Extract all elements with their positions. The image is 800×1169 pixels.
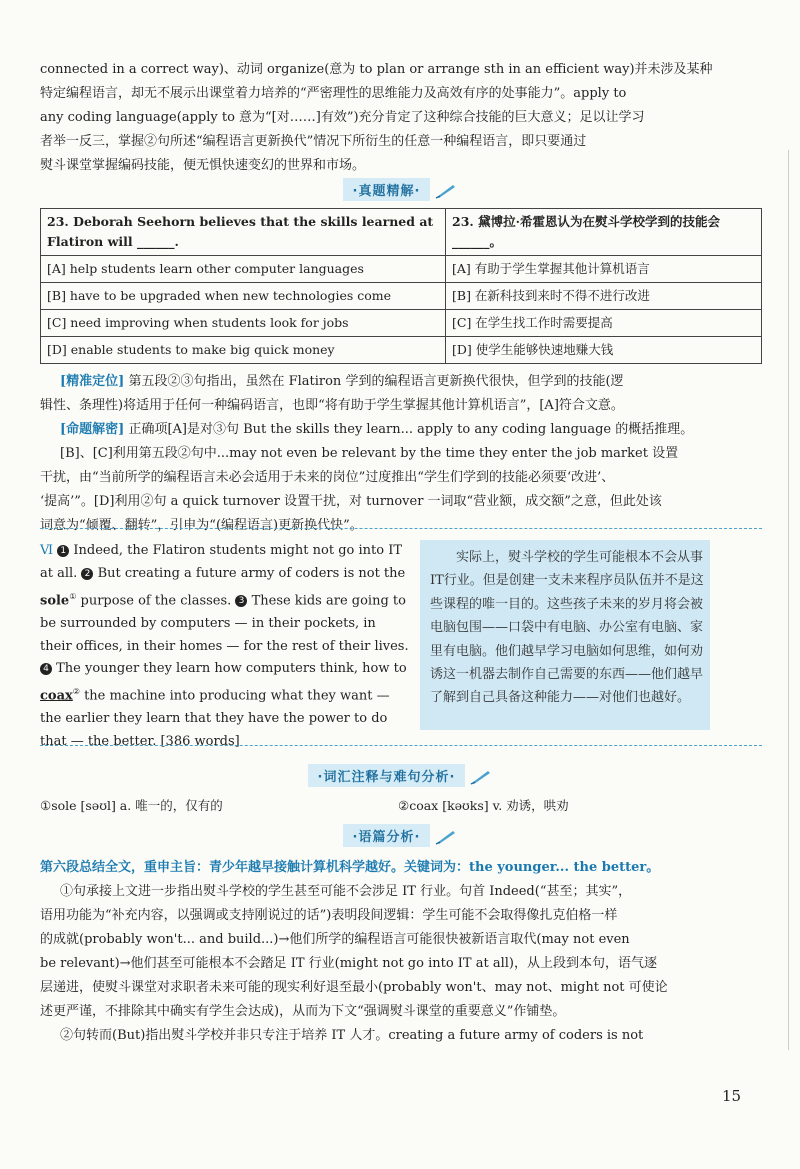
analysis-text: 第五段②③句指出，虽然在 Flatiron 学到的编程语言更新换代很快，但学到的技能(逻 [128, 374, 624, 389]
heading-text: ·语篇分析· [343, 824, 431, 847]
option-d-zh: [D] 使学生能够快速地赚大钱 [446, 337, 762, 364]
divider [40, 745, 762, 746]
sentence-4a: The younger they learn how computers think, how to [56, 661, 407, 677]
divider [40, 528, 762, 529]
discourse-line-1: ①句承接上文进一步指出熨斗学校的学生甚至可能不会涉足 IT 行业。句首 Indeed(“甚至；其实”， [60, 884, 632, 899]
sentence-3: These kids are going to be surrounded by computers — in their pockets, in their offices, in their homes — for the rest of their lives. [40, 592, 409, 654]
analysis-line-3 [60, 418, 762, 442]
label-precise-location: [精准定位] [60, 374, 125, 389]
option-c-zh: [C] 在学生找工作时需要提高 [446, 310, 762, 337]
intro-line-4: 者举一反三，掌握②句所述“编程语言更新换代”情况下所衍生的任意一种编程语言，即只要通过 [40, 134, 587, 149]
table-row [41, 310, 762, 337]
table-row [41, 209, 762, 256]
sentence-2a: But creating a future army of coders is not the [97, 565, 406, 581]
option-a-zh: [A] 有助于学生掌握其他计算机语言 [446, 256, 762, 283]
pen-icon [470, 769, 492, 785]
question-table [40, 208, 762, 364]
discourse-line-5: 层递进，使熨斗课堂对求职者未来可能的现实利好退至最小(probably won't、may not、might not 可使论 [40, 980, 668, 995]
analysis-line-1 [60, 370, 762, 394]
table-row [41, 283, 762, 310]
sentence-number: 4 [40, 663, 52, 675]
discourse-line-2: 语用功能为“补充内容，以强调或支持刚说过的话”)表明段间逻辑：学生可能不会取得像扎克伯格一样 [40, 908, 618, 923]
word-count: [386 words] [160, 734, 240, 750]
vocab-coax: ②coax [kəʊks] v. 劝诱，哄劝 [398, 798, 569, 813]
page-edge-line [788, 150, 789, 1050]
pen-icon [435, 829, 457, 845]
intro-line-1: connected in a correct way)、动词 organize(意为 to plan or arrange sth in an efficient way)并未涉及某种 [40, 62, 713, 77]
page-number: 15 [722, 1087, 742, 1105]
analysis-line-6: ‘提高’”。[D]利用②句 a quick turnover 设置干扰，对 turnover 一词取“营业额，成交额”之意，但此处该 [40, 494, 662, 509]
paragraph-six-translation [420, 540, 710, 730]
section-mark: Ⅵ [40, 543, 54, 558]
discourse-line-6: 述更严谨，不排除其中确实有学生会达成)，从而为下文“强调熨斗课堂的重要意义”作铺垫。 [40, 1004, 566, 1019]
sentence-number: 2 [81, 568, 93, 580]
discourse-line-7: ②句转而(But)指出熨斗学校并非只专注于培养 IT 人才。creating a future army of coders is not [60, 1028, 644, 1043]
heading-vocab [0, 764, 800, 787]
analysis-line-4: [B]、[C]利用第五段②句中...may not even be relevant by the time they enter the job market 设置 [60, 446, 679, 461]
sentence-1: Indeed, the Flatiron students might not go into IT at all. [40, 543, 403, 581]
discourse-summary: 第六段总结全文，重申主旨：青少年越早接触计算机科学越好。关键词为：the younger... the better。 [40, 860, 660, 875]
option-c-en: [C] need improving when students look for jobs [41, 310, 446, 337]
paragraph-six-english [40, 540, 410, 754]
word-coax: coax [40, 688, 73, 704]
heading-text: ·真题精解· [343, 178, 431, 201]
note-mark: ② [72, 687, 80, 697]
intro-line-5: 熨斗课堂掌握编码技能，便无惧快速变幻的世界和市场。 [40, 158, 366, 173]
note-mark: ① [69, 591, 77, 601]
table-row [41, 256, 762, 283]
translation-text: 实际上，熨斗学校的学生可能根本不会从事IT行业。但是创建一支未来程序员队伍并不是这些课程的唯一目的。这些孩子未来的岁月将会被电脑包围——口袋中有电脑、办公室有电脑、家里有电脑。他们越早学习电脑如何思维，如何劝诱这一机器去制作自己需要的东西——他们越早了解到自己具备这种能力——对他们也越好。 [430, 550, 704, 706]
sentence-4b: the machine into producing what they want — the earlier they learn that they have the power to do that — the better. [40, 688, 390, 750]
analysis-line-5: 干扰，由“当前所学的编程语言未必会适用于未来的岗位”过度推出“学生们学到的技能必须要‘改进’、 [40, 470, 615, 485]
intro-line-3: any coding language(apply to 意为“[对……]有效”)充分肯定了这种综合技能的巨大意义；足以让学习 [40, 110, 645, 125]
label-question-decode: [命题解密] [60, 422, 125, 437]
analysis-text: 正确项[A]是对③句 But the skills they learn... apply to any coding language 的概括推理。 [128, 422, 694, 437]
analysis-line-2: 辑性、条理性)将适用于任何一种编码语言，也即“将有助于学生掌握其他计算机语言”，[A]符合文意。 [40, 398, 624, 413]
vocab-sole: ①sole [səʊl] a. 唯一的，仅有的 [40, 798, 223, 813]
heading-text: ·词汇注释与难句分析· [308, 764, 466, 787]
table-row [41, 337, 762, 364]
analysis-line-7: 词意为“倾覆、翻转”，引申为“(编程语言)更新换代快”。 [40, 518, 363, 533]
option-d-en: [D] enable students to make big quick money [41, 337, 446, 364]
heading-exam-analysis [0, 178, 800, 201]
sentence-number: 3 [235, 595, 247, 607]
intro-line-2: 特定编程语言，却无不展示出课堂着力培养的“严密理性的思维能力及高效有序的处事能力”。apply to [40, 86, 627, 101]
discourse-line-4: be relevant)→他们甚至可能根本不会踏足 IT 行业(might not go into IT at all)，从上段到本句，语气逐 [40, 956, 657, 971]
option-b-en: [B] have to be upgraded when new technologies come [41, 283, 446, 310]
sentence-number: 1 [57, 545, 69, 557]
question-stem-zh: 23. 黛博拉·希霍恩认为在熨斗学校学到的技能会______。 [446, 209, 762, 256]
word-sole: sole [40, 592, 70, 608]
heading-discourse [0, 824, 800, 847]
discourse-line-3: 的成就(probably won't... and build...)→他们所学的编程语言可能很快被新语言取代(may not even [40, 932, 630, 947]
option-a-en: [A] help students learn other computer languages [41, 256, 446, 283]
pen-icon [435, 183, 457, 199]
question-stem-en: 23. Deborah Seehorn believes that the skills learned at Flatiron will ______. [41, 209, 446, 256]
sentence-2b: purpose of the classes. [80, 592, 232, 608]
option-b-zh: [B] 在新科技到来时不得不进行改进 [446, 283, 762, 310]
